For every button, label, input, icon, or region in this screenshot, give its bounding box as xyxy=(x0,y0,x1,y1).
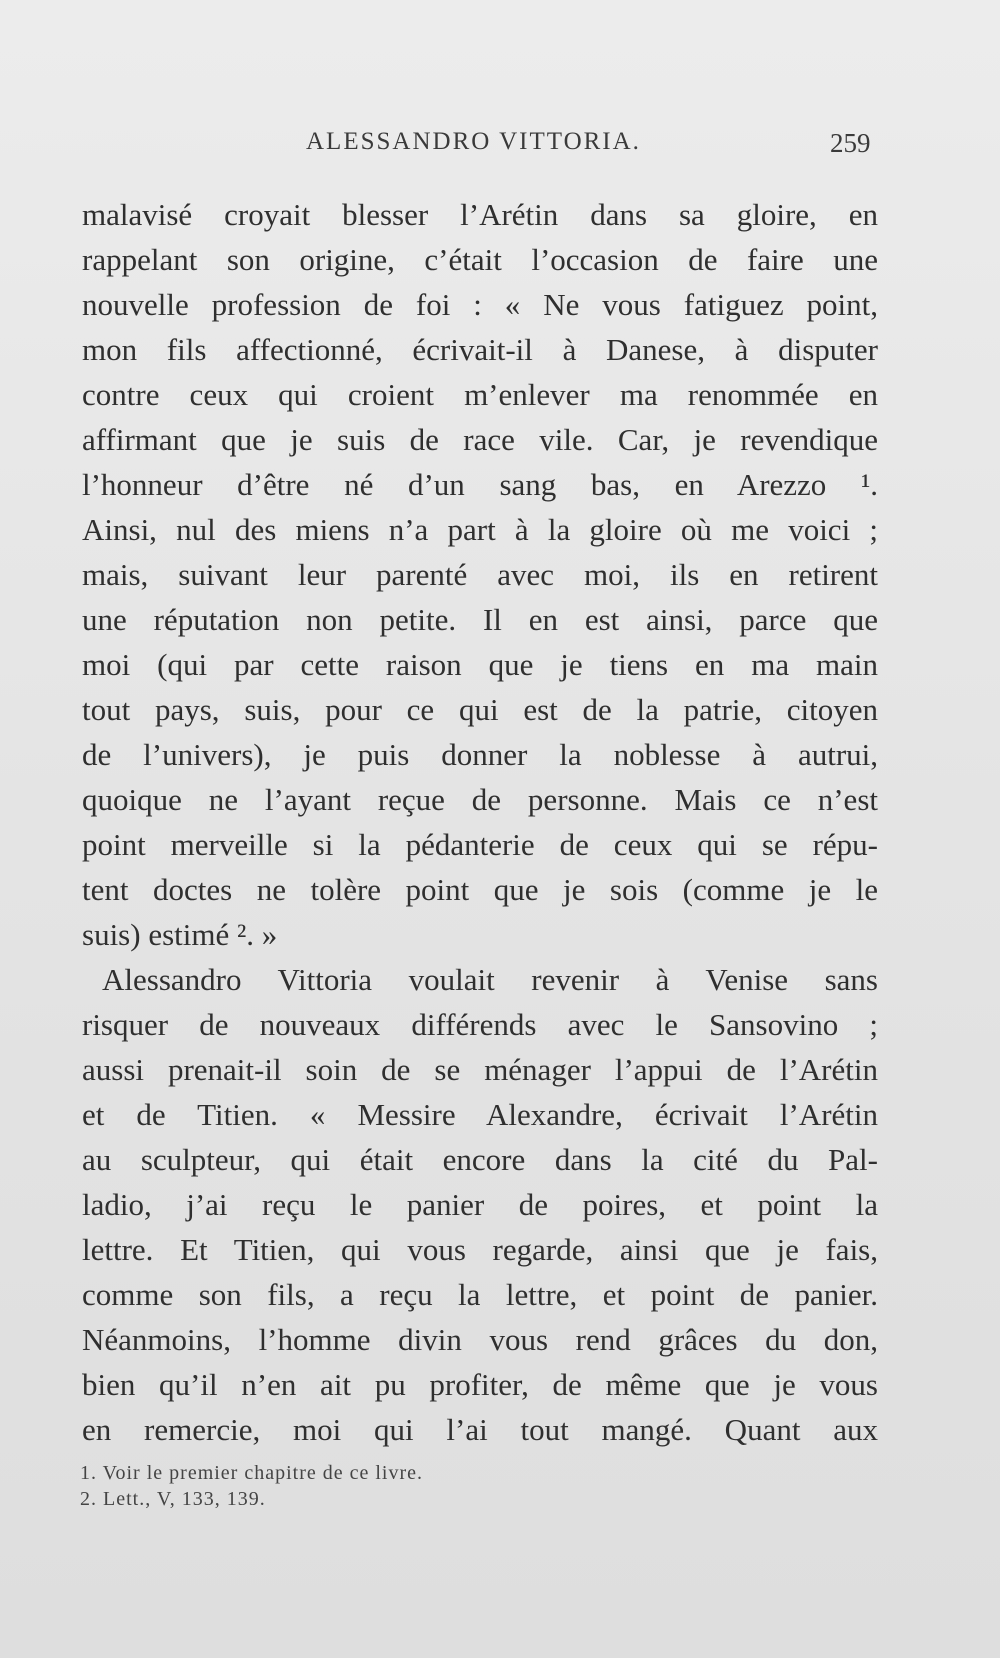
text-line: en remercie, moi qui l’ai tout mangé. Quant aux xyxy=(82,1412,878,1447)
running-title: ALESSANDRO VITTORIA. xyxy=(306,128,641,155)
footnote: 1. Voir le premier chapitre de ce livre. xyxy=(80,1462,424,1484)
running-head xyxy=(0,128,1000,168)
text-line: lettre. Et Titien, qui vous regarde, ainsi que je fais, xyxy=(82,1232,878,1267)
text-line: moi (qui par cette raison que je tiens en ma main xyxy=(82,647,878,682)
text-line: affirmant que je suis de race vile. Car, je revendique xyxy=(82,422,878,457)
text-line: suis) estimé ². » xyxy=(82,917,278,952)
text-line: Alessandro Vittoria voulait revenir à Venise sans xyxy=(102,962,878,997)
text-line: de l’univers), je puis donner la noblesse à autrui, xyxy=(82,737,878,772)
text-line: mais, suivant leur parenté avec moi, ils en retirent xyxy=(82,557,878,592)
paragraph xyxy=(82,957,878,1452)
text-line: aussi prenait-il soin de se ménager l’appui de l’Arétin xyxy=(82,1052,878,1087)
text-line: quoique ne l’ayant reçue de personne. Mais ce n’est xyxy=(82,782,878,817)
text-line: point merveille si la pédanterie de ceux qui se répu- xyxy=(82,827,878,862)
text-line: nouvelle profession de foi : « Ne vous fatiguez point, xyxy=(82,287,878,322)
paragraph xyxy=(82,192,878,957)
text-line: mon fils affectionné, écrivait-il à Danese, à disputer xyxy=(82,332,878,367)
text-line: tout pays, suis, pour ce qui est de la patrie, citoyen xyxy=(82,692,878,727)
text-line: une réputation non petite. Il en est ainsi, parce que xyxy=(82,602,878,637)
text-line: bien qu’il n’en ait pu profiter, de même que je vous xyxy=(82,1367,878,1402)
text-line: l’honneur d’être né d’un sang bas, en Arezzo ¹. xyxy=(82,467,878,502)
text-line: risquer de nouveaux différends avec le Sansovino ; xyxy=(82,1007,878,1042)
text-line: ladio, j’ai reçu le panier de poires, et point la xyxy=(82,1187,878,1222)
footnote: 2. Lett., V, 133, 139. xyxy=(80,1488,266,1510)
text-line: rappelant son origine, c’était l’occasion de faire une xyxy=(82,242,878,277)
page-number: 259 xyxy=(830,128,871,158)
text-line: et de Titien. « Messire Alexandre, écrivait l’Arétin xyxy=(82,1097,878,1132)
text-line: contre ceux qui croient m’enlever ma renommée en xyxy=(82,377,878,412)
footnotes xyxy=(80,1460,680,1512)
text-line: tent doctes ne tolère point que je sois (comme je le xyxy=(82,872,878,907)
text-line: au sculpteur, qui était encore dans la cité du Pal- xyxy=(82,1142,878,1177)
text-line: comme son fils, a reçu la lettre, et point de panier. xyxy=(82,1277,878,1312)
text-line: malavisé croyait blesser l’Arétin dans sa gloire, en xyxy=(82,197,878,232)
text-line: Néanmoins, l’homme divin vous rend grâces du don, xyxy=(82,1322,878,1357)
text-line: Ainsi, nul des miens n’a part à la gloire où me voici ; xyxy=(82,512,878,547)
body-text xyxy=(82,192,878,1452)
